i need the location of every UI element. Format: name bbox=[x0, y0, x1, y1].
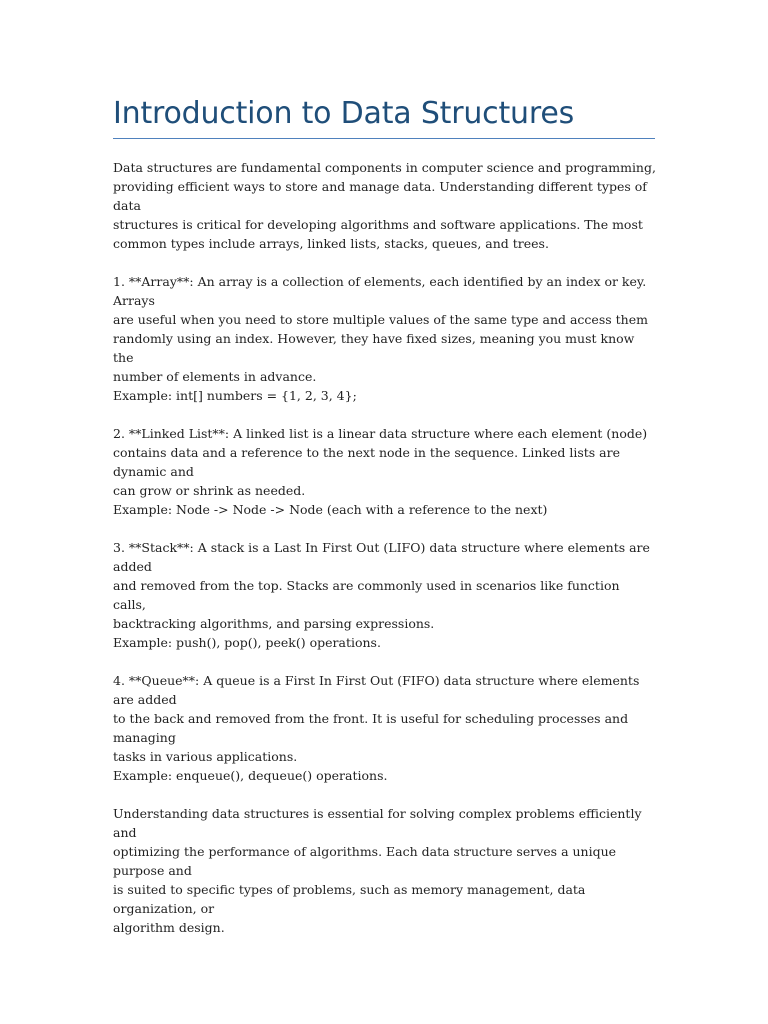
linked-list-paragraph: 2. **Linked List**: A linked list is a linear data structure where each element (node) contains data and a reference to the next node in the sequence. Linked lists are dynamic and can grow or shrink as needed. Example: Node -> Node -> Node (each with a reference to the next) bbox=[113, 426, 648, 517]
document-page bbox=[113, 0, 656, 937]
document-title: Introduction to Data Structures bbox=[113, 96, 575, 131]
array-paragraph: 1. **Array**: An array is a collection of elements, each identified by an index or key. Arrays are useful when you need to store multiple values of the same type and access them randomly using an index. However, they have fixed sizes, meaning you must know the number of elements in advance. Example: int[] numbers = {1, 2, 3, 4}; bbox=[113, 274, 648, 403]
queue-paragraph: 4. **Queue**: A queue is a First In First Out (FIFO) data structure where elements are added to the back and removed from the front. It is useful for scheduling processes and managing tasks in various applications. Example: enqueue(), dequeue() operations. bbox=[113, 673, 640, 783]
stack-paragraph: 3. **Stack**: A stack is a Last In First Out (LIFO) data structure where elements are added and removed from the top. Stacks are commonly used in scenarios like function calls, backtracking algorithms, and parsing expressions. Example: push(), pop(), peek() operations. bbox=[113, 540, 650, 650]
intro-paragraph: Data structures are fundamental components in computer science and programming, providing efficient ways to store and manage data. Understanding different types of data structures is critical for developing algorithms and software applications. The most common types include arrays, linked lists, stacks, queues, and trees. bbox=[113, 160, 656, 251]
title-underline bbox=[113, 138, 655, 139]
conclusion-paragraph: Understanding data structures is essential for solving complex problems efficiently and optimizing the performance of algorithms. Each data structure serves a unique purpose and is suited to specific types of problems, such as memory management, data organization, or algorithm design. bbox=[113, 806, 642, 935]
